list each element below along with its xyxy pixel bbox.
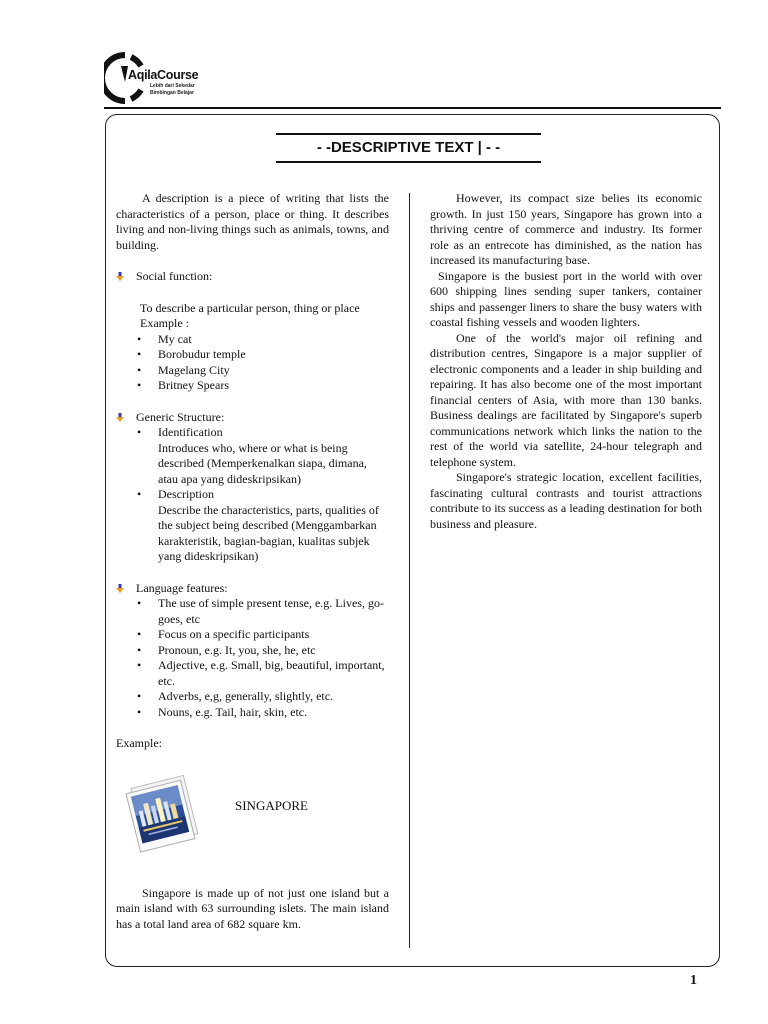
structure-item-name: • Description [158,487,214,501]
list-item: • Adjective, e.g. Small, big, beautiful, important, etc. [116,658,389,689]
paragraph: However, its compact size belies its economic growth. In just 150 years, Singapore has grown into a thriving centre of commerce and industry. Its former role as an entrecote has diminished, as the nation has increased its manufacturing base. [430,191,702,267]
arrow-down-icon [116,584,124,593]
list-item: • Adverbs, e,g, generally, slightly, etc. [116,689,389,705]
intro-paragraph: A description is a piece of writing that lists the characteristics of a person, place or thing. It describes living and non-living things such as animals, towns, and building. [116,191,389,252]
page-title: - -DESCRIPTIVE TEXT | - - [276,133,541,163]
right-column [430,191,702,532]
generic-structure-list [116,425,389,565]
logo-tagline-1: Lebih dari Sekedar [150,83,195,89]
social-function-text: To describe a particular person, thing or place [140,300,360,315]
header-rule [104,107,721,109]
paragraph: Singapore's strategic location, excellent facilities, fascinating cultural contrasts and tourist attractions contribute to its success as a leading destination for both business and pleasure. [430,470,702,531]
generic-structure-heading [116,410,389,426]
list-item: • Pronoun, e.g. It, you, she, he, etc [116,643,389,659]
arrow-down-icon [116,413,124,422]
list-item: • Nouns, e.g. Tail, hair, skin, etc. [116,705,389,721]
page-number: 1 [690,973,697,988]
list-item: • Magelang City [116,363,389,379]
structure-item-name: • Identification [158,425,223,439]
paragraph: Singapore is the busiest port in the world with over 600 shipping lines sending super tankers, container ships and passenger liners to share the busy waters with coastal fishing vessels and wooden lighters. [430,268,702,329]
paragraph: One of the world's major oil refining and distribution centres, Singapore is a major supplier of electronic components and a leader in ship building and repairing. It has also become one of the most important financial centers of Asia, with more than 130 banks. Business dealings are facilitated by Singapore's superb communications network which links the nation to the rest of the world via satellite, 24-hour telegraph and telephone system. [430,330,702,469]
arrow-down-icon [116,272,124,281]
structure-item-desc: Introduces who, where or what is being described (Memperkenalkan siapa, dimana, atau apa yang dideskripsikan) [158,440,367,486]
list-item [116,487,389,565]
singapore-photo [122,770,200,858]
example-title: SINGAPORE [235,797,308,813]
list-item [116,425,389,487]
social-function-example-label: Example : [140,316,189,330]
language-features-list [116,596,389,720]
structure-item-desc: Describe the characteristics, parts, qualities of the subject being described (Menggambarkan karakteristik, bagian-bagian, kualitas subjek yang dideskripsikan) [158,502,379,563]
list-item: • My cat [116,332,389,348]
social-function-title: Social function: [136,269,213,283]
social-function-heading [116,269,389,285]
social-function-examples [116,332,389,394]
list-item: • The use of simple present tense, e.g. Lives, go-goes, etc [116,596,389,627]
generic-structure-title: Generic Structure: [136,409,225,424]
example-label: Example: [116,736,162,750]
column-divider [409,193,410,948]
logo-tagline-2: Bimbingan Belajar [150,90,194,96]
language-features-heading [116,581,389,597]
language-features-title: Language features: [136,580,228,595]
list-item: • Britney Spears [116,378,389,394]
example-paragraph: Singapore is made up of not just one island but a main island with 63 surrounding islets. The main island has a total land area of 682 square km. [116,885,389,931]
list-item: • Borobudur temple [116,347,389,363]
example-header [116,760,389,874]
list-item: • Focus on a specific participants [116,627,389,643]
left-column [116,191,389,932]
aqilacourse-logo [104,50,204,106]
logo-name: AqilaCourse [128,68,199,82]
